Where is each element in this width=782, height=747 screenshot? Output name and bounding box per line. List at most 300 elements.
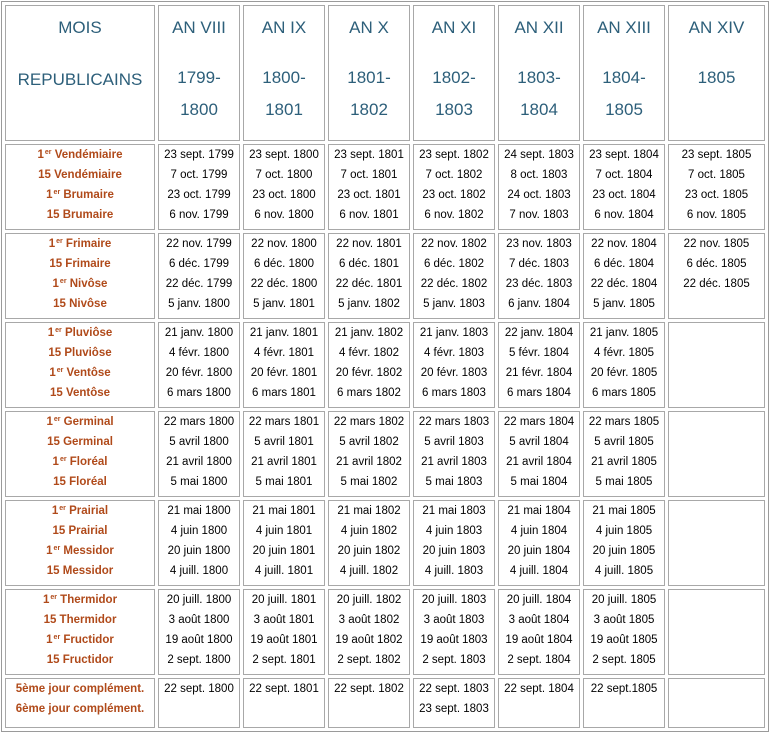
gregorian-date: 20 juin 1805 [592, 545, 656, 557]
republican-month-cell [5, 233, 155, 319]
gregorian-date: 6 nov. 1801 [339, 209, 399, 221]
gregorian-dates-cell [328, 589, 410, 675]
gregorian-date: 22 sept. 1804 [504, 683, 574, 695]
gregorian-date: 5 janv. 1801 [253, 298, 315, 310]
gregorian-dates-cell [668, 233, 765, 319]
gregorian-date: 6 mars 1804 [507, 387, 571, 399]
gregorian-date: 2 sept. 1800 [167, 654, 231, 666]
gregorian-dates-cell [583, 678, 665, 728]
gregorian-dates-cell [413, 144, 495, 230]
gregorian-date: 19 août 1804 [505, 634, 573, 646]
gregorian-dates-cell [328, 233, 410, 319]
gregorian-date: 24 sept. 1803 [504, 149, 574, 161]
ordinal-suffix: er [55, 327, 62, 334]
gregorian-date: 4 juill. 1802 [339, 565, 399, 577]
gregorian-date: 21 mai 1803 [422, 505, 486, 517]
table-row [5, 678, 765, 728]
gregorian-dates-cell [328, 322, 410, 408]
gregorian-years [669, 62, 764, 94]
republican-date-label [6, 541, 154, 561]
gregorian-date: 7 oct. 1802 [425, 169, 483, 181]
republican-date-label [6, 234, 154, 254]
gregorian-date: 21 févr. 1804 [505, 367, 573, 379]
gregorian-date: 3 août 1802 [338, 614, 400, 626]
month-name: 15 Messidor [46, 565, 114, 577]
gregorian-year: 1801 [265, 100, 303, 119]
republican-date-label [6, 274, 154, 294]
gregorian-date: 20 févr. 1801 [250, 367, 318, 379]
ordinal-suffix: er [53, 634, 61, 641]
gregorian-date: 3 août 1804 [508, 614, 570, 626]
gregorian-dates-cell [413, 233, 495, 319]
gregorian-date: 20 juill. 1800 [166, 594, 232, 606]
month-name: 15 Nivôse [53, 298, 107, 310]
day-number: 1 [42, 594, 50, 606]
gregorian-date: 20 juin 1803 [422, 545, 486, 557]
republican-date-label [6, 650, 154, 670]
ordinal-suffix: er [53, 189, 61, 196]
gregorian-date: 22 mars 1804 [503, 416, 575, 428]
gregorian-date: 23 sept. 1805 [681, 149, 752, 161]
gregorian-dates-cell [243, 500, 325, 586]
gregorian-date: 2 sept. 1805 [592, 654, 656, 666]
gregorian-date: 6 mars 1801 [252, 387, 316, 399]
year-header-cell [328, 5, 410, 141]
year-header-cell [668, 5, 765, 141]
gregorian-date: 5 mai 1801 [255, 476, 313, 488]
gregorian-date: 8 oct. 1803 [510, 169, 568, 181]
gregorian-date: 6 déc. 1799 [168, 258, 230, 270]
mois-header-cell [5, 5, 155, 141]
gregorian-date: 4 juill. 1805 [594, 565, 654, 577]
republican-date-label [6, 145, 154, 165]
republican-date-label [6, 561, 154, 581]
gregorian-dates-cell [413, 500, 495, 586]
gregorian-date: 21 avril 1804 [506, 456, 572, 468]
gregorian-dates-cell [328, 500, 410, 586]
gregorian-date: 20 juin 1802 [337, 545, 401, 557]
gregorian-dates-cell [158, 233, 240, 319]
gregorian-date: 2 sept. 1801 [252, 654, 316, 666]
republican-date-label [6, 501, 154, 521]
gregorian-date: 20 juin 1801 [252, 545, 316, 557]
gregorian-date: 6 nov. 1799 [169, 209, 229, 221]
gregorian-date: 6 mars 1802 [337, 387, 401, 399]
gregorian-date: 4 févr. 1802 [338, 347, 400, 359]
an-label: AN IX [261, 18, 307, 37]
gregorian-years [499, 62, 579, 126]
gregorian-year: 1805 [605, 100, 643, 119]
gregorian-date: 21 avril 1803 [421, 456, 487, 468]
gregorian-date: 23 sept. 1801 [334, 149, 404, 161]
month-name: Nivôse [66, 278, 108, 290]
ordinal-suffix: er [56, 367, 64, 374]
gregorian-date: 22 déc. 1804 [590, 278, 658, 290]
gregorian-date: 5 mai 1804 [510, 476, 568, 488]
gregorian-date: 20 févr. 1802 [335, 367, 403, 379]
republican-month-cell [5, 589, 155, 675]
gregorian-date: 22 sept. 1802 [334, 683, 404, 695]
gregorian-dates-cell [583, 144, 665, 230]
gregorian-date: 21 avril 1800 [166, 456, 232, 468]
gregorian-years [329, 62, 409, 126]
table-row [5, 500, 765, 586]
gregorian-date: 6 nov. 1804 [594, 209, 654, 221]
gregorian-date: 4 juin 1801 [255, 525, 313, 537]
ordinal-suffix: er [59, 278, 67, 285]
republican-date-label [6, 412, 154, 432]
month-name: 15 Fructidor [46, 654, 114, 666]
year-header-cell [158, 5, 240, 141]
gregorian-date: 5 avril 1801 [254, 436, 314, 448]
an-label: AN X [349, 18, 389, 37]
gregorian-dates-cell [668, 589, 765, 675]
month-name: Thermidor [56, 594, 118, 606]
republican-date-label [6, 699, 154, 719]
gregorian-date: 6 déc. 1804 [593, 258, 655, 270]
gregorian-date: 23 nov. 1803 [506, 238, 572, 250]
gregorian-year: 1799- [177, 68, 221, 87]
gregorian-date: 4 juill. 1803 [424, 565, 484, 577]
gregorian-date: 3 août 1800 [168, 614, 230, 626]
day-number: 1 [52, 278, 59, 290]
month-name: Pluviôse [61, 327, 113, 339]
gregorian-date: 23 sept. 1800 [249, 149, 319, 161]
gregorian-dates-cell [328, 678, 410, 728]
ordinal-suffix: er [50, 594, 57, 601]
gregorian-date: 6 mars 1805 [592, 387, 656, 399]
gregorian-date: 21 janv. 1801 [249, 327, 319, 339]
gregorian-year: 1802- [432, 68, 476, 87]
gregorian-date: 2 sept. 1804 [507, 654, 571, 666]
gregorian-dates-cell [668, 678, 765, 728]
gregorian-date: 20 févr. 1803 [420, 367, 488, 379]
gregorian-dates-cell [668, 144, 765, 230]
gregorian-date: 20 juill. 1804 [506, 594, 572, 606]
gregorian-date: 4 févr. 1805 [593, 347, 655, 359]
header-row [5, 5, 765, 141]
month-name: 15 Frimaire [49, 258, 111, 270]
gregorian-date: 21 janv. 1802 [334, 327, 404, 339]
republican-date-label [6, 205, 154, 225]
ordinal-suffix: er [56, 238, 63, 245]
month-name: 6ème jour complément. [15, 703, 145, 715]
gregorian-date: 21 mai 1804 [507, 505, 571, 517]
gregorian-dates-cell [498, 322, 580, 408]
gregorian-date: 23 sept. 1803 [419, 703, 489, 715]
republican-date-label [6, 294, 154, 314]
day-number: 1 [48, 238, 56, 250]
table-row [5, 411, 765, 497]
ordinal-suffix: er [59, 456, 67, 463]
gregorian-date: 4 juill. 1804 [509, 565, 569, 577]
republican-month-cell [5, 322, 155, 408]
gregorian-date: 21 avril 1805 [591, 456, 657, 468]
year-header-cell [413, 5, 495, 141]
table-row [5, 233, 765, 319]
gregorian-date: 5 avril 1805 [594, 436, 654, 448]
gregorian-date: 6 janv. 1804 [508, 298, 570, 310]
gregorian-dates-cell [498, 233, 580, 319]
gregorian-dates-cell [668, 500, 765, 586]
gregorian-date: 6 nov. 1802 [424, 209, 484, 221]
gregorian-date: 20 juin 1804 [507, 545, 571, 557]
gregorian-dates-cell [413, 411, 495, 497]
gregorian-date: 22 déc. 1800 [250, 278, 318, 290]
gregorian-dates-cell [498, 589, 580, 675]
gregorian-date: 22 déc. 1799 [165, 278, 233, 290]
gregorian-dates-cell [413, 322, 495, 408]
gregorian-date: 4 juin 1805 [595, 525, 653, 537]
year-header-cell [243, 5, 325, 141]
republican-date-label [6, 452, 154, 472]
gregorian-dates-cell [158, 500, 240, 586]
gregorian-year: 1805 [697, 68, 736, 87]
republican-month-cell [5, 500, 155, 586]
gregorian-date: 7 nov. 1803 [509, 209, 569, 221]
republican-date-label [6, 323, 154, 343]
ordinal-suffix: er [53, 416, 61, 423]
republican-date-label [6, 254, 154, 274]
gregorian-dates-cell [158, 678, 240, 728]
gregorian-dates-cell [243, 144, 325, 230]
gregorian-date: 22 nov. 1802 [421, 238, 487, 250]
gregorian-year: 1800 [180, 100, 218, 119]
month-name: 15 Germinal [47, 436, 113, 448]
republican-date-label [6, 590, 154, 610]
gregorian-date: 24 oct. 1803 [507, 189, 571, 201]
month-name: 15 Prairial [52, 525, 108, 537]
gregorian-date: 22 sept.1805 [590, 683, 658, 695]
gregorian-date: 21 mai 1801 [252, 505, 316, 517]
gregorian-date: 20 juill. 1803 [421, 594, 487, 606]
gregorian-date: 21 avril 1801 [251, 456, 317, 468]
gregorian-dates-cell [583, 233, 665, 319]
day-number: 1 [51, 505, 59, 517]
month-name: Prairial [65, 505, 109, 517]
month-name: Fructidor [60, 634, 114, 646]
republican-date-label [6, 165, 154, 185]
gregorian-dates-cell [243, 322, 325, 408]
republican-date-label [6, 521, 154, 541]
gregorian-dates-cell [158, 322, 240, 408]
table-row [5, 322, 765, 408]
gregorian-date: 22 mars 1801 [248, 416, 320, 428]
month-name: 15 Vendémiaire [38, 169, 122, 181]
gregorian-dates-cell [413, 589, 495, 675]
republican-date-label [6, 679, 154, 699]
gregorian-date: 4 févr. 1801 [253, 347, 315, 359]
republican-date-label [6, 610, 154, 630]
gregorian-date: 5 janv. 1802 [338, 298, 400, 310]
republican-date-label [6, 630, 154, 650]
gregorian-dates-cell [243, 589, 325, 675]
gregorian-date: 23 sept. 1802 [419, 149, 489, 161]
gregorian-date: 5 mai 1802 [340, 476, 398, 488]
gregorian-date: 23 déc. 1803 [505, 278, 573, 290]
table-body [5, 144, 765, 728]
gregorian-date: 22 sept. 1803 [419, 683, 489, 695]
gregorian-date: 5 avril 1800 [169, 436, 229, 448]
gregorian-date: 21 mai 1805 [592, 505, 656, 517]
gregorian-dates-cell [328, 411, 410, 497]
gregorian-dates-cell [158, 411, 240, 497]
gregorian-date: 6 déc. 1800 [253, 258, 315, 270]
day-number: 1 [46, 545, 53, 557]
gregorian-date: 22 nov. 1805 [683, 238, 750, 250]
republican-date-label [6, 363, 154, 383]
gregorian-year: 1802 [350, 100, 388, 119]
gregorian-year: 1801- [347, 68, 391, 87]
gregorian-date: 21 janv. 1800 [164, 327, 234, 339]
gregorian-date: 5 mai 1803 [425, 476, 483, 488]
gregorian-date: 22 déc. 1802 [420, 278, 488, 290]
gregorian-date: 22 mars 1805 [588, 416, 660, 428]
gregorian-date: 6 mars 1803 [422, 387, 486, 399]
gregorian-dates-cell [158, 144, 240, 230]
gregorian-years [584, 62, 664, 126]
gregorian-date: 22 mars 1802 [333, 416, 405, 428]
republican-month-cell [5, 411, 155, 497]
republican-date-label [6, 383, 154, 403]
gregorian-date: 23 oct. 1801 [337, 189, 401, 201]
gregorian-date: 22 nov. 1801 [336, 238, 402, 250]
gregorian-date: 22 nov. 1804 [591, 238, 657, 250]
gregorian-date: 3 août 1803 [423, 614, 485, 626]
gregorian-date: 22 sept. 1800 [164, 683, 234, 695]
gregorian-date: 21 janv. 1805 [589, 327, 659, 339]
gregorian-dates-cell [498, 500, 580, 586]
gregorian-date: 7 oct. 1804 [595, 169, 653, 181]
gregorian-date: 20 juill. 1802 [336, 594, 402, 606]
day-number: 1 [46, 189, 53, 201]
month-name: Messidor [60, 545, 114, 557]
table-row [5, 144, 765, 230]
gregorian-date: 4 juill. 1801 [254, 565, 314, 577]
gregorian-date: 7 déc. 1803 [508, 258, 570, 270]
gregorian-dates-cell [158, 589, 240, 675]
gregorian-date: 3 août 1801 [253, 614, 315, 626]
gregorian-date: 2 sept. 1802 [337, 654, 401, 666]
gregorian-dates-cell [583, 589, 665, 675]
gregorian-date: 23 oct. 1805 [684, 189, 749, 201]
day-number: 1 [47, 327, 55, 339]
gregorian-date: 20 juill. 1805 [591, 594, 657, 606]
gregorian-date: 3 août 1805 [593, 614, 655, 626]
an-label: AN VIII [172, 18, 226, 37]
gregorian-date: 20 juin 1800 [167, 545, 231, 557]
gregorian-date: 20 juill. 1801 [251, 594, 317, 606]
republican-month-cell [5, 144, 155, 230]
gregorian-dates-cell [243, 678, 325, 728]
month-name: 5ème jour complément. [15, 683, 145, 695]
gregorian-date: 19 août 1805 [590, 634, 658, 646]
gregorian-date: 4 juill. 1800 [169, 565, 229, 577]
republican-date-label [6, 343, 154, 363]
republican-date-label [6, 185, 154, 205]
day-number: 1 [49, 367, 56, 379]
gregorian-date: 23 sept. 1804 [589, 149, 659, 161]
an-label: AN XIII [597, 18, 651, 37]
gregorian-dates-cell [498, 411, 580, 497]
gregorian-date: 23 oct. 1804 [592, 189, 656, 201]
gregorian-date: 6 déc. 1805 [686, 258, 747, 270]
gregorian-date: 22 sept. 1801 [249, 683, 319, 695]
gregorian-date: 6 nov. 1800 [254, 209, 314, 221]
gregorian-date: 22 mars 1800 [163, 416, 235, 428]
gregorian-years [244, 62, 324, 126]
gregorian-date: 6 déc. 1802 [423, 258, 485, 270]
month-name: Brumaire [60, 189, 114, 201]
gregorian-date: 23 oct. 1802 [422, 189, 486, 201]
month-name: Germinal [60, 416, 114, 428]
gregorian-year: 1803 [435, 100, 473, 119]
gregorian-date: 20 févr. 1805 [590, 367, 658, 379]
gregorian-date: 4 févr. 1803 [423, 347, 485, 359]
gregorian-date: 5 avril 1802 [339, 436, 399, 448]
gregorian-date: 21 avril 1802 [336, 456, 402, 468]
mois-header-line1: MOIS [58, 18, 102, 37]
table-row [5, 589, 765, 675]
gregorian-date: 5 janv. 1805 [593, 298, 655, 310]
month-name: Vendémiaire [51, 149, 123, 161]
year-header-cell [498, 5, 580, 141]
gregorian-dates-cell [243, 411, 325, 497]
gregorian-date: 5 janv. 1803 [423, 298, 485, 310]
month-name: 15 Ventôse [49, 387, 111, 399]
year-header-cell [583, 5, 665, 141]
gregorian-date: 6 mars 1800 [167, 387, 231, 399]
day-number: 1 [37, 149, 44, 161]
gregorian-dates-cell [668, 322, 765, 408]
ordinal-suffix: er [44, 149, 52, 156]
gregorian-dates-cell [583, 500, 665, 586]
gregorian-date: 6 nov. 1805 [686, 209, 747, 221]
gregorian-date: 19 août 1801 [250, 634, 318, 646]
gregorian-date: 4 juin 1804 [510, 525, 568, 537]
an-label: AN XI [431, 18, 477, 37]
gregorian-date: 7 oct. 1805 [688, 169, 745, 181]
gregorian-date: 21 janv. 1803 [419, 327, 489, 339]
gregorian-year: 1804 [520, 100, 558, 119]
month-name: 15 Thermidor [43, 614, 117, 626]
gregorian-years [414, 62, 494, 126]
an-label: AN XIV [688, 18, 745, 37]
day-number: 1 [46, 634, 53, 646]
gregorian-date: 4 févr. 1800 [168, 347, 230, 359]
day-number: 1 [52, 456, 59, 468]
gregorian-dates-cell [243, 233, 325, 319]
gregorian-years [159, 62, 239, 126]
gregorian-date: 4 juin 1803 [425, 525, 483, 537]
gregorian-date: 4 juin 1802 [340, 525, 398, 537]
gregorian-date: 5 janv. 1800 [168, 298, 230, 310]
an-label: AN XII [514, 18, 564, 37]
republican-date-label [6, 472, 154, 492]
republican-calendar-table [1, 1, 769, 732]
gregorian-date: 7 oct. 1801 [340, 169, 398, 181]
gregorian-date: 22 mars 1803 [418, 416, 490, 428]
gregorian-year: 1803- [517, 68, 561, 87]
gregorian-date: 5 avril 1804 [509, 436, 569, 448]
month-name: 15 Floréal [53, 476, 107, 488]
republican-month-cell [5, 678, 155, 728]
gregorian-date: 5 févr. 1804 [508, 347, 570, 359]
mois-header-line2: REPUBLICAINS [17, 70, 143, 89]
gregorian-date: 19 août 1802 [335, 634, 403, 646]
month-name: Ventôse [63, 367, 111, 379]
gregorian-date: 23 oct. 1799 [167, 189, 231, 201]
